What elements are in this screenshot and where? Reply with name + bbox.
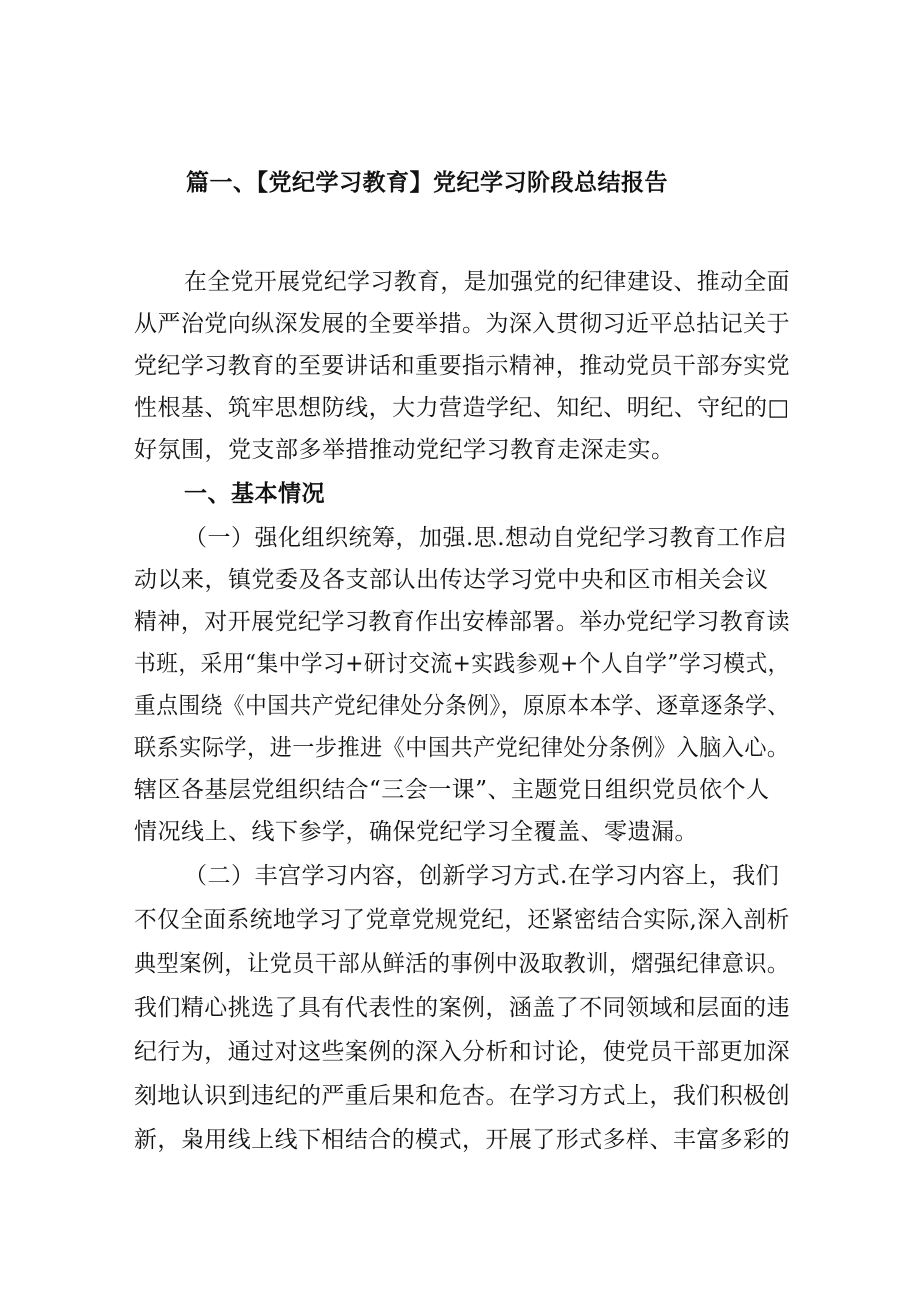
document-title: 篇一、【党纪学习教育】党纪学习阶段总结报告 (186, 170, 668, 196)
paragraph-line: 书班，采用“集中学习+研讨交流+实践参观+个人自学”学习模式， (134, 651, 790, 677)
paragraph-line: 刻地认识到违纪的严重后果和危杏。在学习方式上，我们积极创 (134, 1083, 791, 1109)
paragraph-line: 在全党开展党纪学习教育，是加强党的纪律建设、推动全面 (184, 269, 790, 295)
paragraph-line: 我们精心挑选了具有代表性的案例，涵盖了不同领域和层面的违 (134, 995, 791, 1021)
paragraph-line: 从严治党向纵深发展的全要举措。为深入贯彻习近平总拈记关于 (134, 311, 791, 337)
paragraph-line: 典型案例，让党员干部从鲜活的事例中汲取教训，熠强纪律意识。 (134, 951, 790, 977)
paragraph-line: 联系实际学，进一步推进《中国共产党纪律处分条例》入脑入心。 (134, 735, 790, 761)
paragraph-line: 性根基、筑牢思想防线，大力营造学纪、知纪、明纪、守纪的□ (134, 395, 790, 421)
paragraph-line: 纪行为，通过对这些案例的深入分析和讨论，使党员干部更加深 (134, 1039, 791, 1065)
paragraph-line: 精神，对开展党纪学习教育作出安棒部署。举办党纪学习教育读 (134, 609, 791, 635)
paragraph-line: 重点围绕《中国共产党纪律处分条例》，原原本本学、逐章逐条学、 (134, 693, 790, 719)
paragraph-line: 党纪学习教育的至要讲话和重要指示精神，推动党员干部夯实党 (134, 353, 791, 379)
paragraph-line: 动以来，镇党委及各支部认出传达学习党中央和区市相关会议 (134, 567, 769, 593)
paragraph-line: 辖区各基层党组织结合“三会一课”、主题党日组织党员依个人 (134, 777, 770, 803)
paragraph-line: 情况线上、线下参学，确保党纪学习全覆盖、零遗漏。 (134, 819, 698, 845)
paragraph-line: 新，枭用线上线下相结合的模式，开展了形式多样、丰富多彩的 (134, 1127, 791, 1153)
paragraph-line: 不仅全面系统地学习了党章党规党纪，还紧密结合实际,深入剖析 (134, 907, 790, 933)
section-heading: 一、基本情况 (184, 481, 325, 507)
paragraph-line: （一）强化组织统筹，加强.思.想动自党纪学习教育工作启 (184, 525, 788, 551)
paragraph-line: （二）丰宫学习内容，创新学习方式.在学习内容上，我们 (184, 863, 780, 889)
paragraph-line: 好氛围，党支部多举措推动党纪学习教育走深走实。 (134, 437, 675, 463)
